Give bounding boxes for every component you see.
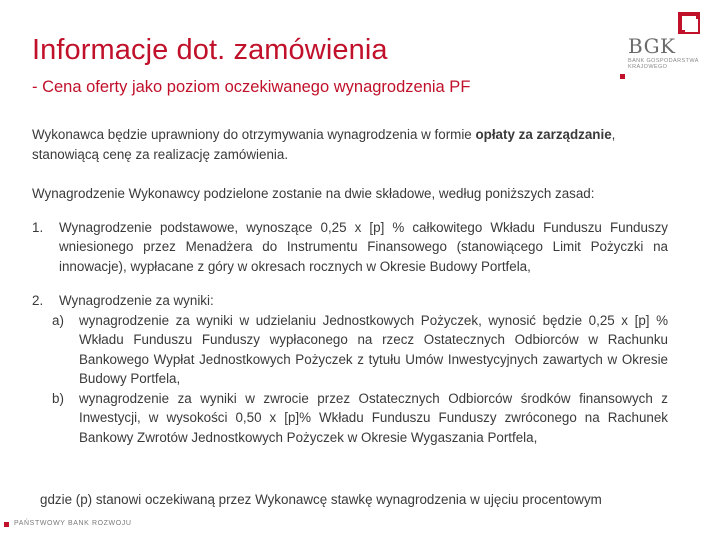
- sub-list-item: [42, 311, 668, 389]
- list-item: [32, 218, 668, 277]
- closing-note: gdzie (p) stanowi oczekiwaną przez Wykonawcę stawkę wynagrodzenia w ujęciu procentowym: [40, 492, 602, 507]
- sub-list: [42, 311, 668, 448]
- sub-list-item: [42, 389, 668, 448]
- remuneration-list: [32, 218, 668, 448]
- footer-text: PAŃSTWOWY BANK ROZWOJU: [14, 520, 132, 527]
- intro-paragraph: [32, 125, 668, 164]
- sub-list-text: wynagrodzenie za wyniki w udzielaniu Jednostkowych Pożyczek, wynosić będzie 0,25 x [p] % Wkładu Funduszu Funduszy wypłaconego na rzecz Ostatecznych Odbiorców w Rachunku Bankowego Wypłat Jednostkowych Pożyczek z tytułu Umów Inwestycyjnych zawartych w Okresie Budowy Portfela,: [79, 312, 668, 386]
- intro-bold-text: opłaty za zarządzanie: [475, 127, 612, 142]
- split-paragraph: Wynagrodzenie Wykonawcy podzielone zostanie na dwie składowe, według poniższych zasad:: [32, 186, 595, 201]
- sub-list-text: wynagrodzenie za wyniki w zwrocie przez Ostatecznych Odbiorców środków finansowych z Inwestycji, w wysokości 0,50 x [p]% Wkładu Funduszu Funduszy zwróconego na Rachunek Bankowy Zwrotów Jednostkowych Pożyczek w Okresie Wygaszania Portfela,: [79, 390, 668, 445]
- logo-subtitle: BANK GOSPODARSTWA KRAJOWEGO: [628, 58, 699, 70]
- intro-text-end: , stanowiącą cenę za realizację zamówienia.: [32, 127, 616, 162]
- list-item-text: Wynagrodzenie za wyniki:: [59, 293, 214, 308]
- list-item: [32, 291, 668, 311]
- intro-text: Wykonawca będzie uprawniony do otrzymywania wynagrodzenia w formie: [32, 127, 476, 142]
- list-item-text: Wynagrodzenie podstawowe, wynoszące 0,25 x [p] % całkowitego Wkładu Funduszu Funduszy wniesionego przez Menadżera do Instrumentu Finansowego (stanowiącego Limit Pożyczki na innowacje), wypłacane z góry w okresach rocznych w Okresie Budowy Portfela,: [59, 219, 668, 274]
- list-item-number: 2.: [32, 293, 44, 308]
- sub-list-label: b): [52, 390, 64, 406]
- list-item-number: 1.: [32, 219, 44, 235]
- logo-dot-icon: [620, 74, 625, 79]
- sub-list-label: a): [52, 312, 64, 328]
- footer-dot-icon: [4, 522, 9, 527]
- slide-subtitle: - Cena oferty jako poziom oczekiwanego wynagrodzenia PF: [32, 78, 471, 96]
- logo-mark: BGK: [628, 34, 676, 58]
- slide-title: Informacje dot. zamówienia: [32, 34, 388, 66]
- bgk-logo: [612, 12, 712, 80]
- slide-body: [32, 125, 668, 447]
